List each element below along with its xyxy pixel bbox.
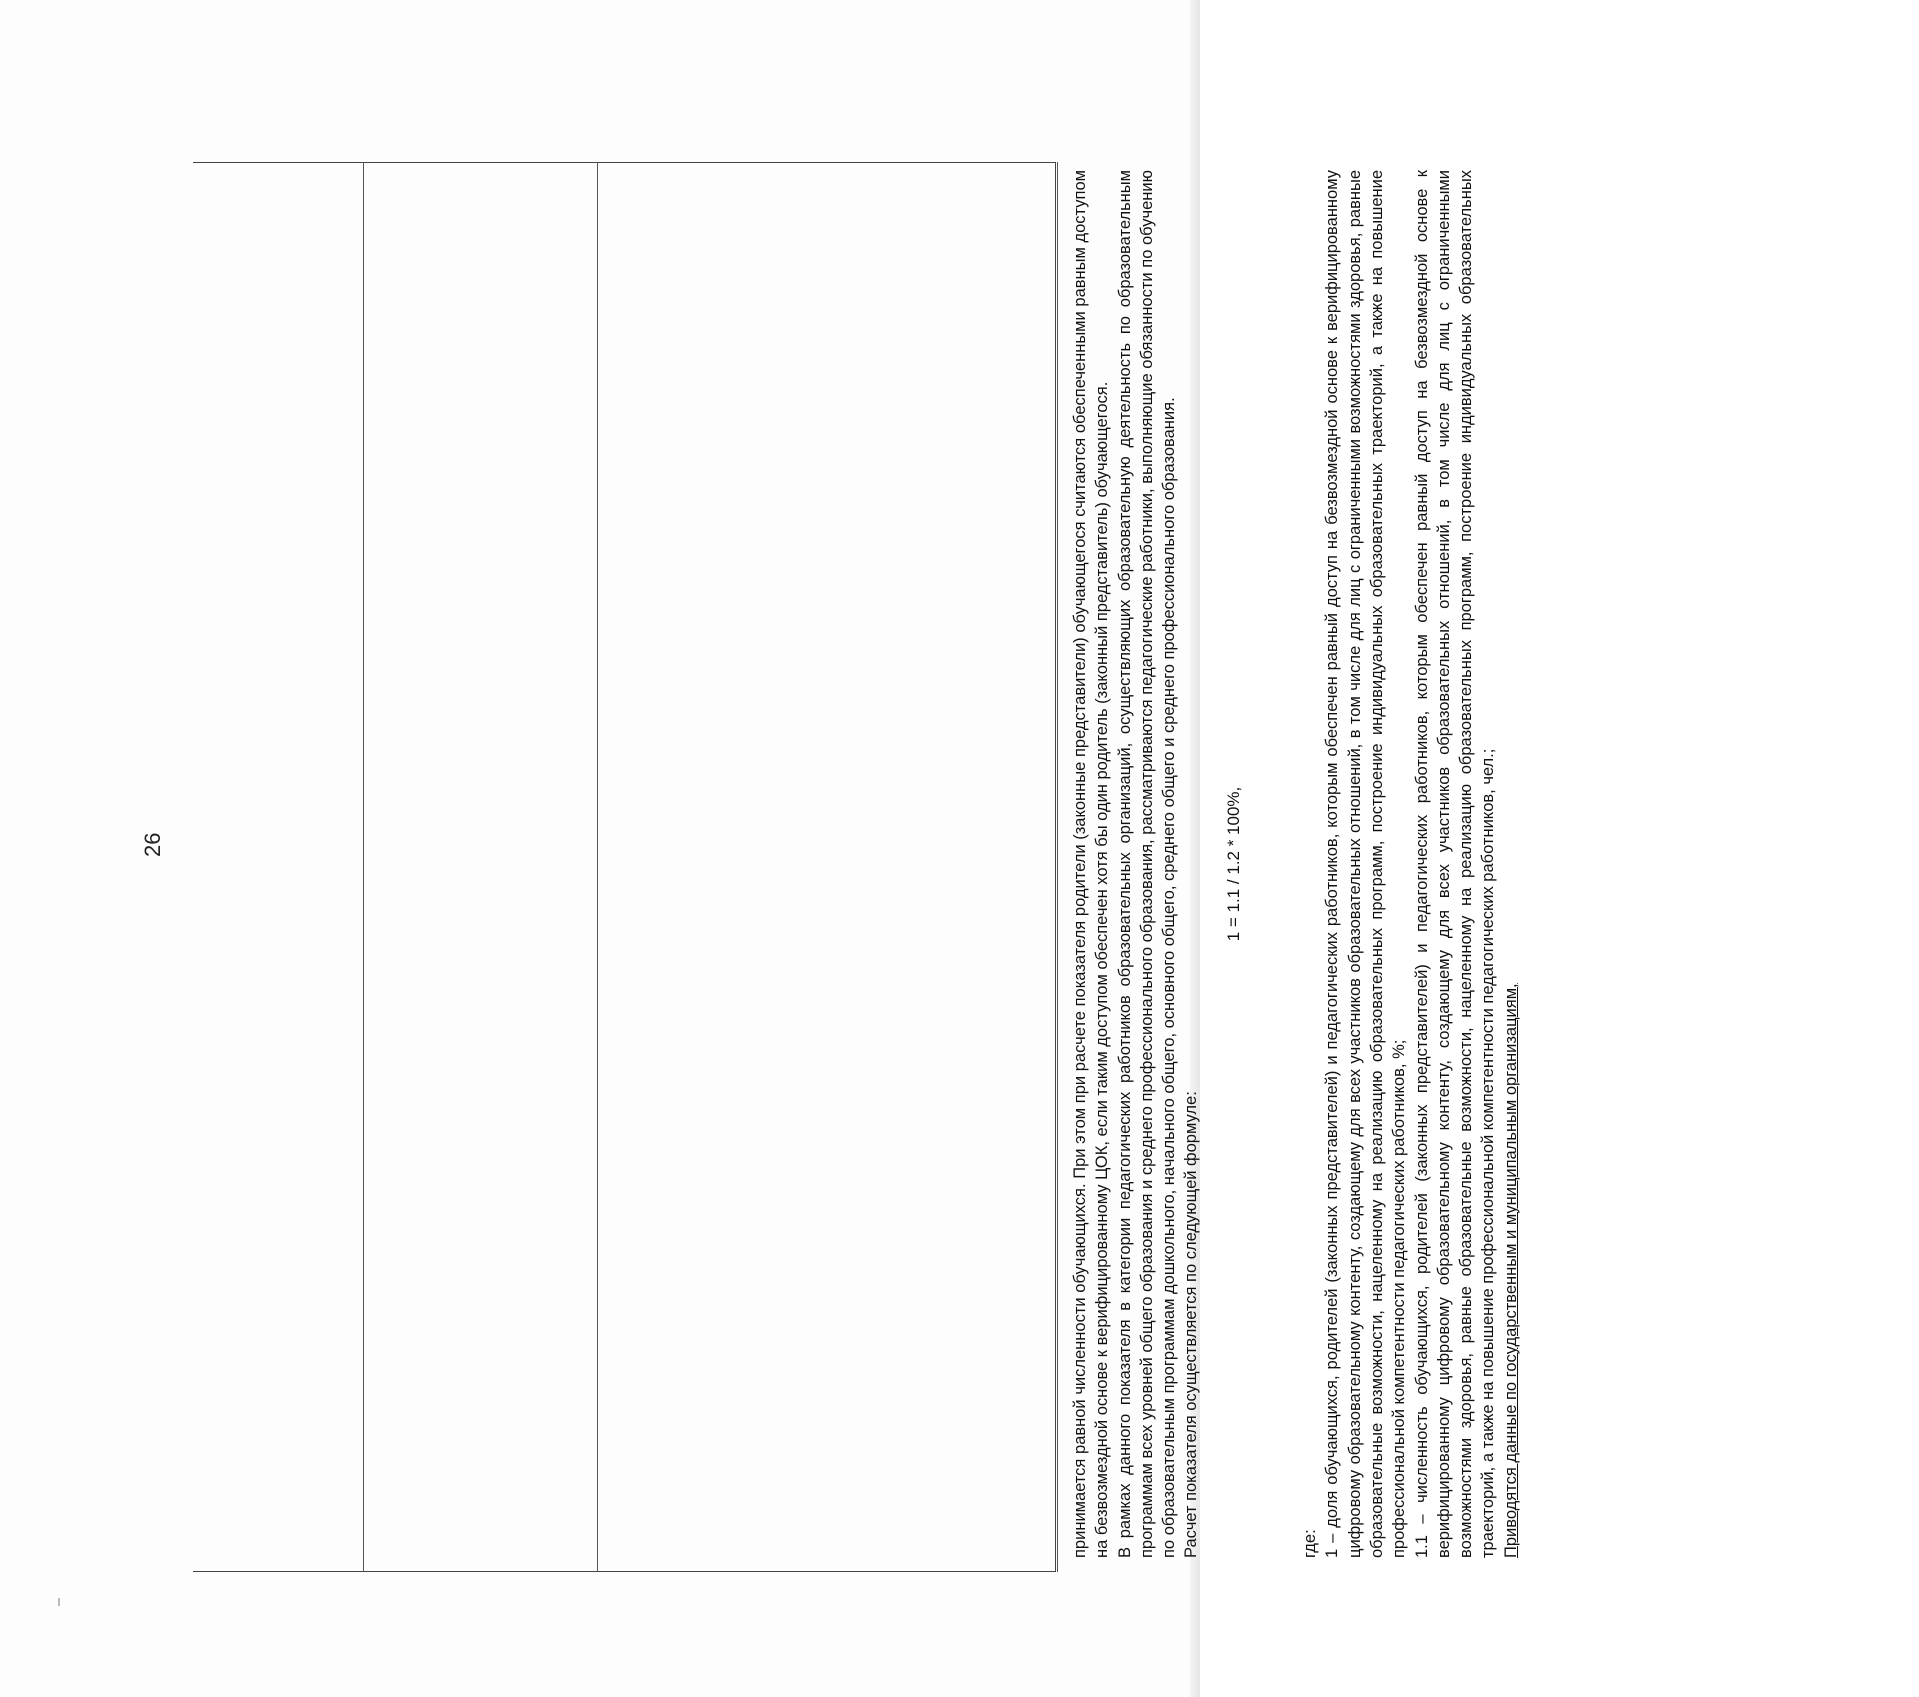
column-divider-3 xyxy=(1057,162,1058,1572)
column-divider-2 xyxy=(597,162,598,1572)
paragraph-definition-1-1: 1.1 – численность обучающихся, родителей (законных представителей) и педагогических работников, которым обеспечен равный доступ на безвозмездной основе к верифицированному цифровому образовательному контенту, создающему для всех участников образовательных отношений, в том числе для лиц с ограниченными возможностями здоровья, равные образовательные возможности, нацеленному на реализацию образовательных программ, построение индивидуальных образовательных траекторий, а также на повышение профессиональной компетентности педагогических работников, чел.; xyxy=(1412,170,1498,1558)
paragraph-population: принимается равной численности обучающихся. При этом при расчете показателя родители (законные представители) обучающегося считаются обеспеченными равным доступом на безвозмездной основе к верифицированному ЦОК, если таким доступом обеспечен хотя бы один родитель (законный представитель) обучающегося. xyxy=(1071,170,1112,1558)
table-cell-description xyxy=(1069,170,1919,1558)
margin-mark xyxy=(58,1598,60,1606)
rotated-table xyxy=(193,162,1520,1572)
spacer xyxy=(1271,170,1299,1558)
formula: 1 = 1.1 / 1.2 * 100%, xyxy=(1223,786,1243,942)
paragraph-scope: В рамках данного показателя в категории педагогических работников образовательных организаций, осуществляющих образовательную деятельность по образовательным программам всех уровней общего образования и среднего профессионального образования, рассматриваются педагогические работники, выполняющие обязанности по обучению по образовательным программам дошкольного, начального общего, основного общего, среднего общего и среднего профессионального образования. xyxy=(1115,170,1179,1558)
page-number: 26 xyxy=(140,832,165,857)
paragraph-definition-1: 1 – доля обучающихся, родителей (законных представителей) и педагогических работников, которым обеспечен равный доступ на безвозмездной основе к верифицированному цифровому образовательному контенту, создающему для всех участников образовательных отношений, в том числе для лиц с ограниченными возможностями здоровья, равные образовательные возможности, нацеленному на реализацию образовательных программ, построение индивидуальных образовательных траекторий, а также на повышение профессиональной компетентности педагогических работников, %; xyxy=(1323,170,1409,1558)
table-frame xyxy=(193,162,1056,1572)
column-divider-1 xyxy=(363,162,364,1572)
paragraph-where: где: xyxy=(1301,1529,1320,1558)
paragraph-data-source: Приводятся данные по государственным и муниципальным организациям, xyxy=(1501,983,1520,1558)
paragraph-calculation: Расчет показателя осуществляется по следующей формуле: xyxy=(1182,1091,1201,1558)
